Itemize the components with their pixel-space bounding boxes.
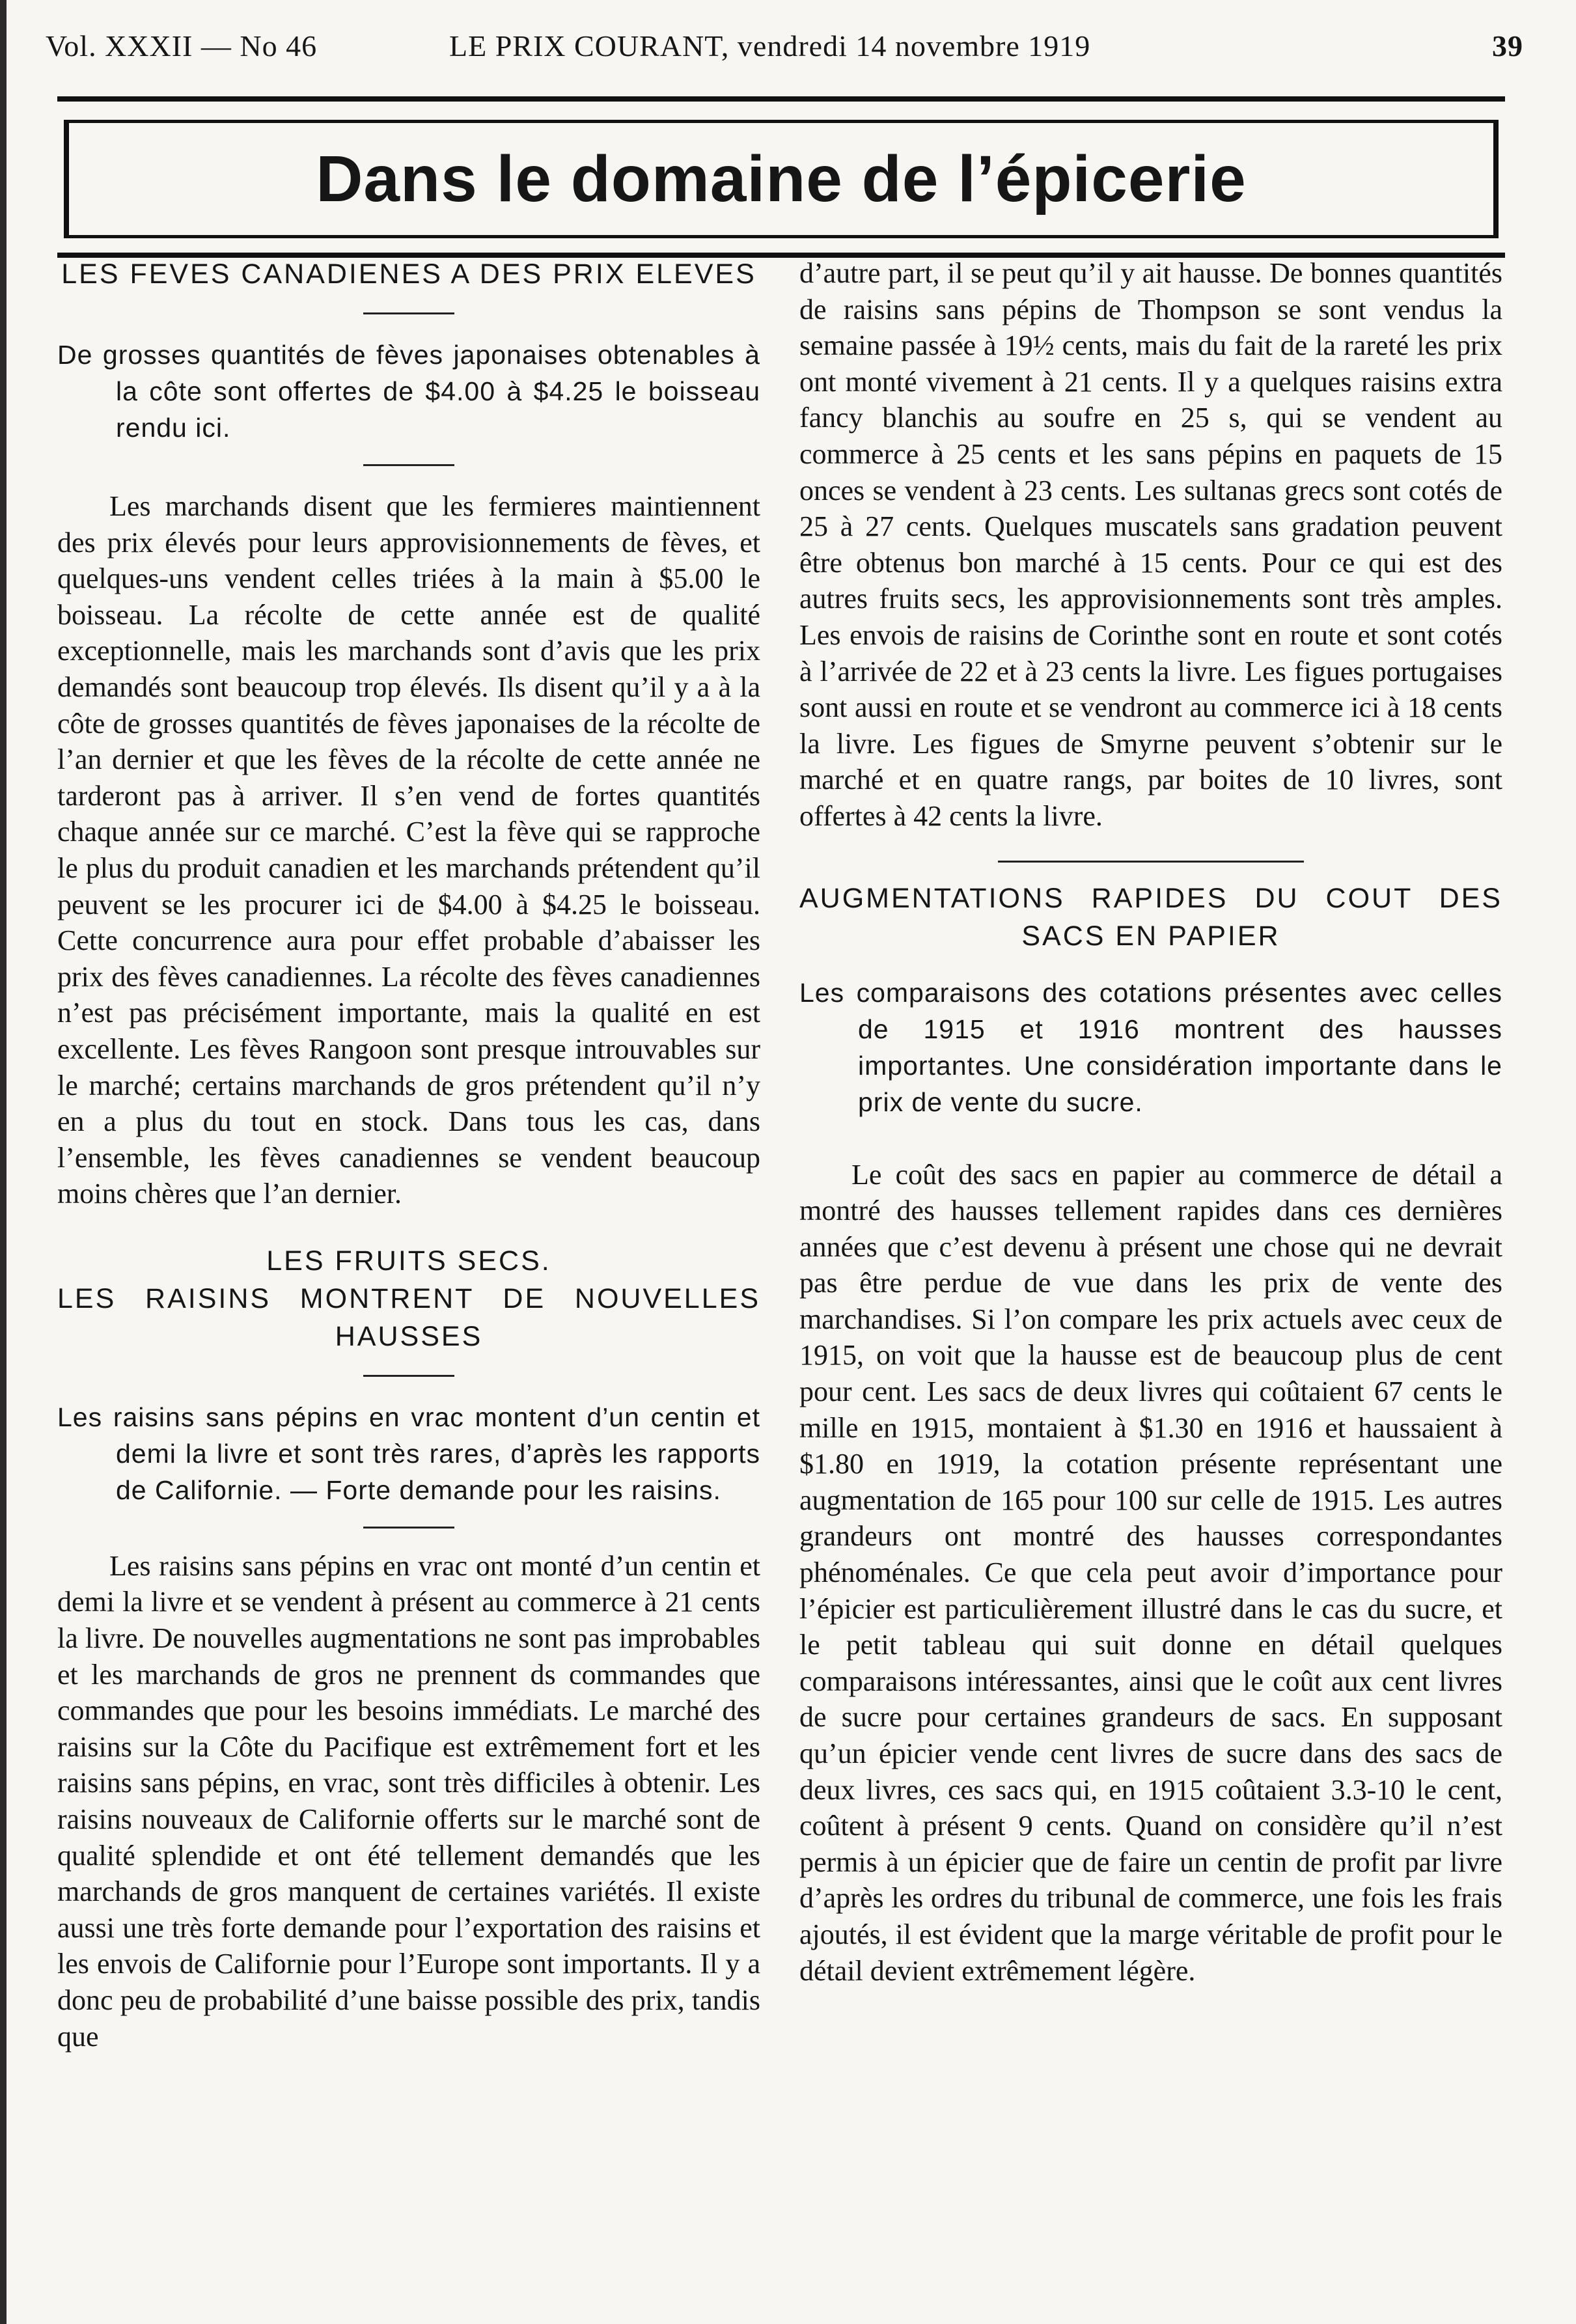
article-body: Les marchands disent que les fermieres maintiennent des prix élevés pour leurs approvisionnements de fèves, et quelques-uns vendent celles triées à la main à $5.00 le boisseau. La récolte de cette année est de qualité exceptionnelle, mais les marchands sont d’avis que les prix demandés sont beaucoup trop élevés. Ils disent qu’il y a à la côte de grosses quantités de fèves japonaises de la récolte de l’an dernier et que les fèves de la récolte de cette année ne tarderont pas à arriver. Il s’en vend de fortes quantités chaque année sur ce marché. C’est la fève qui se rapproche le plus du produit canadien et les marchands prétendent qu’il peuvent se les procurer ici de $4.00 à $4.25 le boisseau. Cette concurrence aura pour effet probable d’abaisser les prix des fèves canadiennes. La récolte des fèves canadiennes n’est pas précisément importante, mais la qualité en est excellente. Les fèves Rangoon sont presque introuvables sur le marché; certains marchands de gros prétendent qu’il n’y en a plus du tout en stock. Dans tous les cas, dans l’ensemble, les fèves canadiennes se vendent beaucoup moins chères que l’an dernier. [57,490,760,1210]
scan-edge [0,0,7,2324]
article-deck: Les raisins sans pépins en vrac montent d’un centin et demi la livre et sont très rares, d’après les rapports de Californie. — Forte demande pour les raisins. [57,1402,760,1505]
article-feves [57,255,760,1212]
article-headline-line1: LES FRUITS SECS. [266,1245,551,1277]
article-headline: AUGMENTATIONS RAPIDES DU COUT DES SACS EN PAPIER [799,882,1502,952]
article-deck: De grosses quantités de fèves japonaises obtenables à la côte sont offertes de $4.00 à $4.25 le boisseau rendu ici. [57,340,760,443]
issue-number: Vol. XXXII — No 46 [46,29,318,62]
divider-rule [363,312,454,314]
article-fruits-secs [57,1242,760,2054]
section-banner-frame [64,120,1499,238]
divider-rule [363,464,454,466]
article-sacs-papier [799,879,1502,1989]
article-body: Les raisins sans pépins en vrac ont monté d’un centin et demi la livre et se vendent à présent au commerce à 21 cents la livre. De nouvelles augmentations ne sont pas improbables et les marchands de gros ne prennent ds commandes que commandes que pour les besoins immédiats. Le marché des raisins sur la Côte du Pacifique est extrêmement fort et les raisins sans pépins, en vrac, sont très difficiles à obtenir. Les raisins nouveaux de Californie offerts sur le marché sont de qualité splendide et ont été tellement demandés que les marchands de gros manquent de certaines variétés. Il existe aussi une très forte demande pour l’exportation des raisins et les envois de Californie pour l’Europe sont importants. Il y a donc peu de probabilité d’une baisse possible des prix, tandis que [57,1549,760,2053]
article-deck: Les comparaisons des cotations présentes avec celles de 1915 et 1916 montrent des hausses importantes. Une considération importante dans le prix de vente du sucre. [799,977,1502,1117]
article-headline: LES FEVES CANADIENES A DES PRIX ELEVES [61,258,756,290]
running-head [46,14,1523,73]
publication-date-line: LE PRIX COURANT, vendredi 14 novembre 1919 [449,29,1091,62]
section-title: Dans le domaine de l’épicerie [316,142,1247,215]
page-number: 39 [1492,29,1523,62]
left-column [57,255,760,2054]
right-column [799,255,1502,1989]
article-body-continued: d’autre part, il se peut qu’il y ait hausse. De bonnes quantités de raisins sans pépins de Thompson se sont vendus la semaine passée à 19½ cents, mais du fait de la rareté les prix ont monté vivement à 21 cents. Il y a quelques raisins extra fancy blanchis au soufre en 25 s, qui se vendent au commerce à 25 cents et les sans pépins en paquets de 15 onces se vendent à 23 cents. Les sultanas grecs sont cotés de 25 à 27 cents. Quelques muscatels sans gradation peuvent être obtenus bon marché à 15 cents. Pour ce qui est des autres fruits secs, les approvisionnements sont très amples. Les envois de raisins de Corinthe sont en route et sont cotés à l’arrivée de 22 et à 23 cents la livre. Les figues portugaises sont aussi en route et se vendront au commerce ici à 18 cents la livre. Les figues de Smyrne peuvent s’obtenir sur le marché et en quatre rangs, par boites de 10 livres, sont offertes à 42 cents la livre. [799,257,1502,832]
divider-rule [363,1527,454,1529]
divider-rule [998,861,1304,863]
section-banner [57,96,1505,258]
divider-rule [363,1375,454,1377]
article-headline-line2: LES RAISINS MONTRENT DE NOUVELLES HAUSSES [57,1282,760,1352]
article-body: Le coût des sacs en papier au commerce de détail a montré des hausses tellement rapides dans ces dernières années que c’est devenu à présent une chose qui ne devrait pas être perdue de vue dans les prix de vente des marchandises. Si l’on compare les prix actuels avec ceux de 1915, on voit que la hausse est de beaucoup plus de cent pour cent. Les sacs de deux livres qui coûtaient 67 cents le mille en 1915, montaient à $1.30 en 1916 et haussaient à $1.80 en 1919, la cotation présente représentant une augmentation de 165 pour 100 sur celle de 1915. Les autres grandeurs ont montré des hausses correspondantes phénoménales. Ce que cela peut avoir d’importance pour l’épicier est particulièrement illustré dans le cas du sucre, et le petit tableau qui suit donne en détail quelques comparaisons intéressantes, ainsi que le coût aux cent livres de sucre pour certaines grandeurs de sacs. En supposant qu’un épicier vende cent livres de sucre dans des sacs de deux livres, ces sacs qui, en 1915 coûtaient 3.3-10 le cent, coûtent à présent 9 cents. Quand on considère qu’il n’est permis à un épicier que de faire un centin de profit par livre d’après les ordres du tribunal de commerce, une fois les frais ajoutés, il est évident que la marge véritable de profit pour le détail devient extrêmement légère. [799,1158,1502,1987]
